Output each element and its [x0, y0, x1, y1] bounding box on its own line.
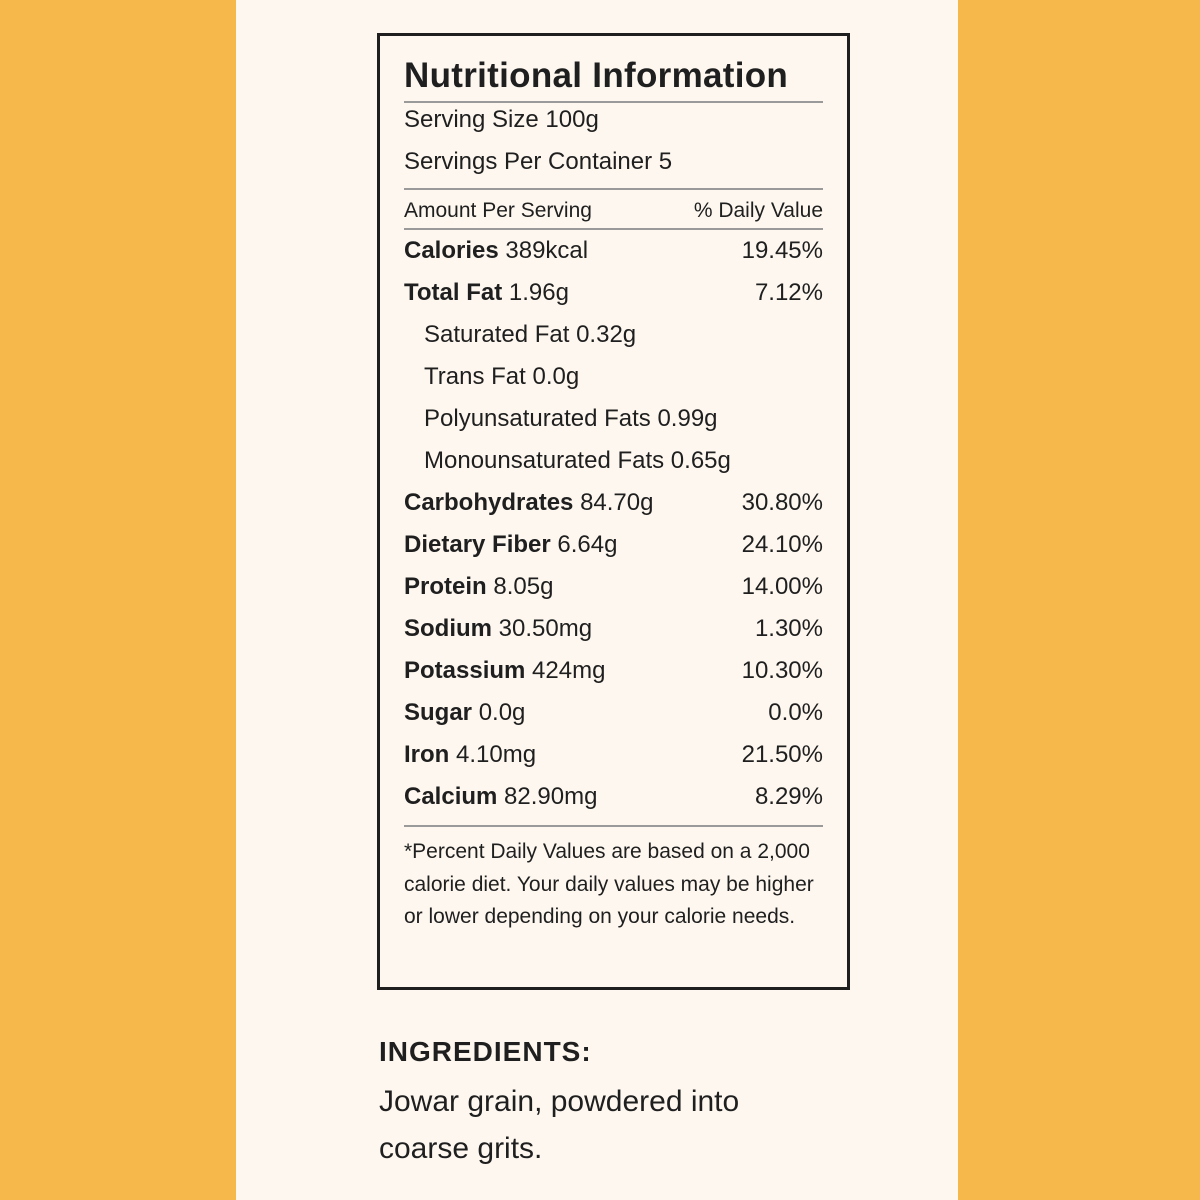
nutrient-dv: 24.10%	[741, 531, 823, 558]
label-title: Nutritional Information	[404, 56, 789, 95]
nutrient-name: Total Fat	[404, 279, 503, 306]
nutrient-amount: 389kcal	[505, 237, 589, 264]
ingredients-text: Jowar grain, powdered into coarse grits.	[379, 1085, 740, 1165]
nutrient-row-calcium	[404, 783, 823, 811]
nutrient-amount: 1.96g	[508, 279, 569, 306]
amount-per-serving-label: Amount Per Serving	[404, 199, 592, 222]
column-header	[404, 199, 823, 223]
nutrient-name: Calories	[404, 237, 499, 264]
nutrient-amount: 0.0g	[478, 699, 526, 726]
nutrient-dv: 30.80%	[741, 489, 823, 516]
nutrition-label	[377, 33, 850, 990]
nutrient-row-potassium	[404, 657, 823, 685]
divider	[404, 101, 823, 103]
nutrient-name: Sodium	[404, 615, 492, 642]
divider	[404, 228, 823, 230]
nutrient-amount: 84.70g	[580, 489, 654, 516]
nutrient-row-sodium	[404, 615, 823, 643]
divider	[404, 825, 823, 827]
nutrient-row-trans-fat: Trans Fat 0.0g	[424, 363, 580, 390]
serving-size: Serving Size 100g	[404, 106, 599, 133]
nutrient-row-monounsaturated-fats: Monounsaturated Fats 0.65g	[424, 447, 731, 474]
nutrient-row-iron	[404, 741, 823, 769]
nutrient-dv: 1.30%	[754, 615, 823, 642]
nutrient-name: Protein	[404, 573, 487, 600]
nutrient-amount: 8.05g	[493, 573, 554, 600]
nutrient-dv: 8.29%	[754, 783, 823, 810]
nutrient-name: Iron	[404, 741, 450, 768]
nutrient-row-protein	[404, 573, 823, 601]
servings-per-container: Servings Per Container 5	[404, 148, 673, 175]
nutrient-row-total-fat	[404, 279, 823, 307]
nutrient-name: Sugar	[404, 699, 473, 726]
footnote: *Percent Daily Values are based on a 2,000 calorie diet. Your daily values may be higher or lower depending on your calorie needs.	[404, 840, 814, 928]
label-panel	[236, 0, 958, 1200]
nutrient-amount: 424mg	[532, 657, 606, 684]
nutrient-name: Carbohydrates	[404, 489, 574, 516]
nutrient-dv: 19.45%	[741, 237, 823, 264]
nutrient-dv: 10.30%	[741, 657, 823, 684]
nutrient-amount: 30.50mg	[498, 615, 593, 642]
nutrient-row-carbohydrates	[404, 489, 823, 517]
nutrient-row-dietary-fiber	[404, 531, 823, 559]
nutrient-dv: 21.50%	[741, 741, 823, 768]
nutrient-row-saturated-fat: Saturated Fat 0.32g	[424, 321, 637, 348]
divider	[404, 188, 823, 190]
nutrient-dv: 7.12%	[754, 279, 823, 306]
nutrient-amount: 4.10mg	[456, 741, 537, 768]
nutrient-row-polyunsaturated-fats: Polyunsaturated Fats 0.99g	[424, 405, 718, 432]
nutrient-dv: 0.0%	[768, 699, 823, 726]
nutrient-name: Dietary Fiber	[404, 531, 551, 558]
nutrient-row-calories	[404, 237, 823, 265]
daily-value-label: % Daily Value	[693, 199, 823, 222]
nutrient-name: Calcium	[404, 783, 498, 810]
nutrient-name: Potassium	[404, 657, 526, 684]
nutrient-amount: 6.64g	[557, 531, 618, 558]
nutrient-row-sugar	[404, 699, 823, 727]
nutrient-dv: 14.00%	[741, 573, 823, 600]
ingredients-title: INGREDIENTS:	[379, 1036, 592, 1067]
nutrient-amount: 82.90mg	[504, 783, 598, 810]
